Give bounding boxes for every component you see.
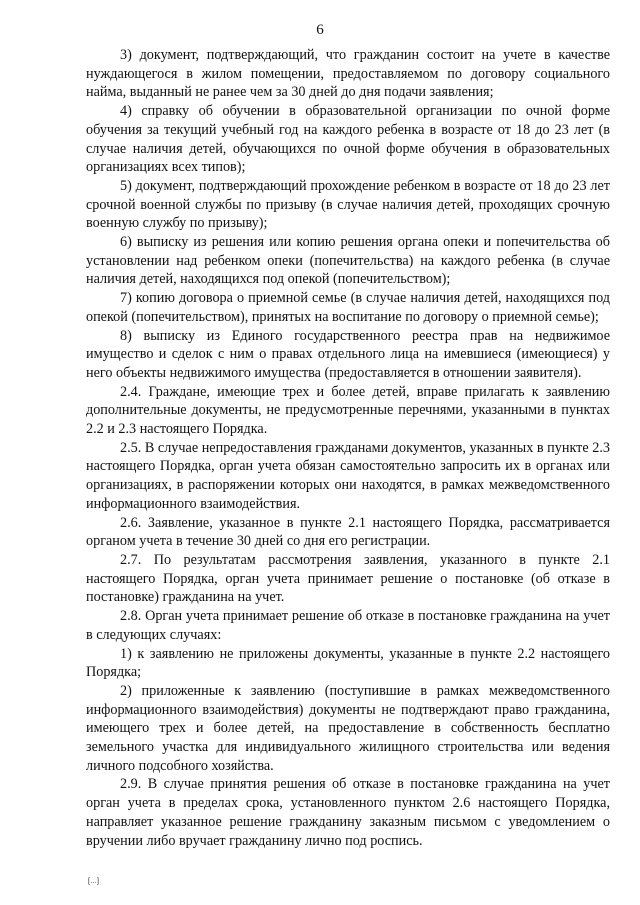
paragraph: 2.7. По результатам рассмотрения заявления, указанного в пункте 2.1 настоящего Порядка, орган учета принимает решение о постановке (об отказе в постановке) гражданина на учет. xyxy=(86,551,610,606)
list-item: 3) документ, подтверждающий, что гражданин состоит на учете в качестве нуждающегося в жилом помещении, предоставляемом по договору социального найма, выданный не ранее чем за 30 дней до дня подачи заявления; xyxy=(86,47,610,101)
list-item: 4) справку об обучении в образовательной организации по очной форме обучения за текущий учебный год на каждого ребенка в возрасте от 18 до 23 лет (в случае наличия детей, обучающихся по очной форме обучения в образовательных организациях всех типов); xyxy=(86,103,610,176)
list-item: 6) выписку из решения или копию решения органа опеки и попечительства об установлении над ребенком опеки (попечительства) на каждого ребенка (в случае наличия детей, находящихся под опекой (попечительством); xyxy=(86,234,610,288)
footer-code: […] xyxy=(88,878,99,885)
paragraph: 2.5. В случае непредоставления гражданами документов, указанных в пункте 2.3 настоящего Порядка, орган учета обязан самостоятельно запросить их в органах или организациях, в распоряжении которых они находятся, в рамках межведомственного информационного взаимодействия. xyxy=(86,439,610,512)
list-item: 7) копию договора о приемной семье (в случае наличия детей, находящихся под опекой (попечительством), принятых на воспитание по договору о приемной семье); xyxy=(86,290,610,325)
list-item: 1) к заявлению не приложены документы, указанные в пункте 2.2 настоящего Порядка; xyxy=(86,645,610,681)
list-item: 5) документ, подтверждающий прохождение ребенком в возрасте от 18 до 23 лет срочной военной службы по призыву (в случае наличия детей, проходящих срочную военную службу по призыву); xyxy=(86,177,610,232)
paragraph: 2.9. В случае принятия решения об отказе в постановке гражданина на учет орган учета в пределах срока, установленного пунктом 2.6 настоящего Порядка, направляет указанное решение гражданину заказным письмом с уведомлением о вручении либо вручает гражданину лично под роспись. xyxy=(86,776,610,849)
document-body xyxy=(86,46,610,850)
page-number: 6 xyxy=(316,22,324,38)
paragraph: 2.6. Заявление, указанное в пункте 2.1 настоящего Порядка, рассматривается органом учета в течение 30 дней со дня его регистрации. xyxy=(86,514,610,550)
list-item: 8) выписку из Единого государственного реестра прав на недвижимое имущество и сделок с ним о правах отдельного лица на имевшиеся (имеющиеся) у него объекты недвижимого имущества (предоставляется в отношении заявителя). xyxy=(86,327,610,381)
list-item: 2) приложенные к заявлению (поступившие в рамках межведомственного информационного взаимодействия) документы не подтверждают право гражданина, имеющего трех и более детей, на предоставление в собственность бесплатно земельного участка для индивидуального жилищного строительства или ведения личного подсобного хозяйства. xyxy=(86,682,610,774)
paragraph: 2.4. Граждане, имеющие трех и более детей, вправе прилагать к заявлению дополнительные документы, не предусмотренные перечнями, указанными в пунктах 2.2 и 2.3 настоящего Порядка. xyxy=(86,383,610,438)
paragraph: 2.8. Орган учета принимает решение об отказе в постановке гражданина на учет в следующих случаях: xyxy=(86,608,610,643)
